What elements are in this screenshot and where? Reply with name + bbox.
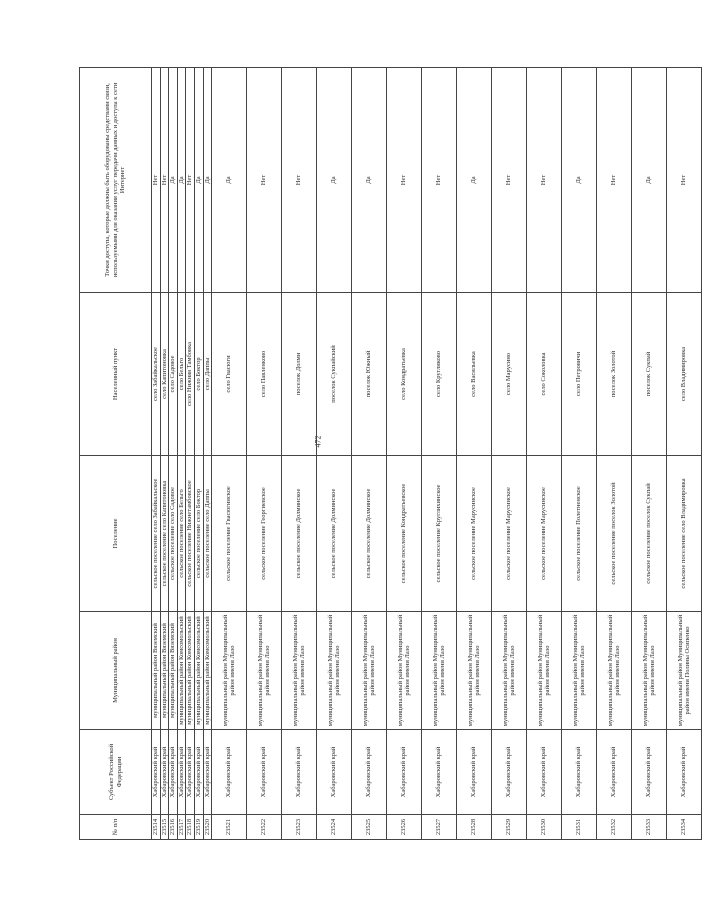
cell-district: муниципальный район Комсомольский — [177, 612, 186, 730]
cell-district: муниципальный район Муниципальный район имени Полины Осипенко — [667, 612, 702, 730]
cell-access: Да — [169, 68, 178, 293]
cell-access: Нет — [527, 68, 562, 293]
cell-district: муниципальный район Вяземский — [160, 612, 169, 730]
cell-locality: поселок Сукпай — [632, 293, 667, 456]
cell-locality: село Бельго — [177, 293, 186, 456]
cell-num: 23530 — [527, 815, 562, 840]
header-access: Точки доступа, которые должны быть оборудованы средствами связи, используемыми для оказания услуг передачи данных и доступа к сети Интернет — [80, 68, 152, 293]
table-row — [352, 68, 387, 840]
cell-access: Нет — [247, 68, 282, 293]
cell-locality: село Павленково — [247, 293, 282, 456]
cell-subject: Хабаровский край — [160, 730, 169, 815]
table-row — [492, 68, 527, 840]
cell-subject: Хабаровский край — [352, 730, 387, 815]
cell-locality: село Нижняя Тамбовка — [186, 293, 195, 456]
cell-settlement: сельское поселение Марусинское — [492, 456, 527, 612]
cell-subject: Хабаровский край — [177, 730, 186, 815]
cell-access: Да — [352, 68, 387, 293]
cell-settlement: сельское поселение село Даппы — [203, 456, 212, 612]
cell-num: 23526 — [387, 815, 422, 840]
table-row — [212, 68, 247, 840]
header-locality: Населенный пункт — [80, 293, 152, 456]
cell-num: 23525 — [352, 815, 387, 840]
cell-subject: Хабаровский край — [562, 730, 597, 815]
table-row — [387, 68, 422, 840]
cell-locality: село Гвасюги — [212, 293, 247, 456]
cell-subject: Хабаровский край — [203, 730, 212, 815]
table-row — [562, 68, 597, 840]
cell-district: муниципальный район Муниципальный район имени Лазо — [562, 612, 597, 730]
cell-district: муниципальный район Муниципальный район имени Лазо — [247, 612, 282, 730]
cell-district: муниципальный район Муниципальный район имени Лазо — [422, 612, 457, 730]
settlements-table — [79, 67, 702, 840]
cell-district: муниципальный район Муниципальный район имени Лазо — [282, 612, 317, 730]
cell-access: Да — [177, 68, 186, 293]
cell-access: Нет — [492, 68, 527, 293]
cell-subject: Хабаровский край — [317, 730, 352, 815]
cell-district: муниципальный район Муниципальный район имени Лазо — [527, 612, 562, 730]
table-row — [527, 68, 562, 840]
cell-district: муниципальный район Муниципальный район имени Лазо — [632, 612, 667, 730]
cell-subject: Хабаровский край — [152, 730, 161, 815]
cell-settlement: сельское поселение Полетненское — [562, 456, 597, 612]
cell-subject: Хабаровский край — [247, 730, 282, 815]
cell-settlement: сельское поселение село Садовое — [169, 456, 178, 612]
cell-subject: Хабаровский край — [387, 730, 422, 815]
header-settlement: Поселение — [80, 456, 152, 612]
cell-locality: поселок Долми — [282, 293, 317, 456]
header-subject: Субъект Российской Федерации — [80, 730, 152, 815]
cell-num: 23520 — [203, 815, 212, 840]
cell-locality: село Даппы — [203, 293, 212, 456]
cell-num: 23529 — [492, 815, 527, 840]
cell-locality: село Кондратьевка — [387, 293, 422, 456]
cell-district: муниципальный район Муниципальный район имени Лазо — [212, 612, 247, 730]
cell-subject: Хабаровский край — [186, 730, 195, 815]
cell-access: Да — [212, 68, 247, 293]
cell-access: Нет — [667, 68, 702, 293]
cell-locality: село Капитоновка — [160, 293, 169, 456]
cell-access: Да — [562, 68, 597, 293]
cell-settlement: сельское поселение Круглихинское — [422, 456, 457, 612]
cell-locality: село Марусино — [492, 293, 527, 456]
cell-subject: Хабаровский край — [194, 730, 203, 815]
table-row — [247, 68, 282, 840]
cell-district: муниципальный район Муниципальный район имени Лазо — [352, 612, 387, 730]
cell-subject: Хабаровский край — [282, 730, 317, 815]
cell-num: 23524 — [317, 815, 352, 840]
cell-settlement: сельское поселение село Забайкальское — [152, 456, 161, 612]
cell-num: 23532 — [597, 815, 632, 840]
cell-settlement: сельское поселение Марусинское — [457, 456, 492, 612]
header-num: № п/п — [80, 815, 152, 840]
cell-district: муниципальный район Муниципальный район имени Лазо — [317, 612, 352, 730]
table-row — [186, 68, 195, 840]
cell-num: 23528 — [457, 815, 492, 840]
cell-subject: Хабаровский край — [632, 730, 667, 815]
cell-settlement: сельское поселение село Бельго — [177, 456, 186, 612]
cell-num: 23523 — [282, 815, 317, 840]
page-number: 472 — [313, 435, 323, 448]
cell-locality: село Васильевка — [457, 293, 492, 456]
cell-locality: село Петровичи — [562, 293, 597, 456]
table-row — [667, 68, 702, 840]
cell-district: муниципальный район Муниципальный район имени Лазо — [492, 612, 527, 730]
table-row — [152, 68, 161, 840]
cell-num: 23517 — [177, 815, 186, 840]
cell-subject: Хабаровский край — [527, 730, 562, 815]
table-row — [160, 68, 169, 840]
cell-locality: поселок Южный — [352, 293, 387, 456]
cell-subject: Хабаровский край — [492, 730, 527, 815]
cell-num: 23515 — [160, 815, 169, 840]
cell-locality: поселок Золотой — [597, 293, 632, 456]
cell-subject: Хабаровский край — [212, 730, 247, 815]
cell-subject: Хабаровский край — [667, 730, 702, 815]
table-row — [203, 68, 212, 840]
cell-access: Да — [317, 68, 352, 293]
cell-access: Нет — [597, 68, 632, 293]
table-row — [317, 68, 352, 840]
table-row — [177, 68, 186, 840]
table-body — [152, 68, 702, 840]
cell-locality: поселок Сукпайский — [317, 293, 352, 456]
cell-subject: Хабаровский край — [597, 730, 632, 815]
cell-settlement: сельское поселение Георгиевское — [247, 456, 282, 612]
cell-num: 23522 — [247, 815, 282, 840]
cell-settlement: сельское поселение поселок Золотой — [597, 456, 632, 612]
cell-subject: Хабаровский край — [422, 730, 457, 815]
table-row — [169, 68, 178, 840]
cell-access: Нет — [422, 68, 457, 293]
cell-num: 23527 — [422, 815, 457, 840]
cell-num: 23534 — [667, 815, 702, 840]
cell-locality: село Владимировка — [667, 293, 702, 456]
cell-access: Да — [632, 68, 667, 293]
rotated-table-wrapper — [79, 68, 692, 840]
cell-locality: село Забайкальское — [152, 293, 161, 456]
table-row — [632, 68, 667, 840]
cell-district: муниципальный район Муниципальный район имени Лазо — [597, 612, 632, 730]
cell-settlement: сельское поселение поселок Сукпай — [632, 456, 667, 612]
cell-locality: село Кругликово — [422, 293, 457, 456]
cell-settlement: сельское поселение Кондратьевское — [387, 456, 422, 612]
cell-num: 23516 — [169, 815, 178, 840]
cell-district: муниципальный район Муниципальный район имени Лазо — [387, 612, 422, 730]
cell-district: муниципальный район Комсомольский — [203, 612, 212, 730]
cell-locality: село Боктор — [194, 293, 203, 456]
cell-subject: Хабаровский край — [169, 730, 178, 815]
cell-access: Нет — [282, 68, 317, 293]
table-row — [422, 68, 457, 840]
cell-locality: село Соколовка — [527, 293, 562, 456]
cell-settlement: сельское поселение Марусинское — [527, 456, 562, 612]
cell-access: Да — [457, 68, 492, 293]
cell-access: Нет — [160, 68, 169, 293]
cell-access: Нет — [387, 68, 422, 293]
cell-settlement: сельское поселение село Владимировка — [667, 456, 702, 612]
cell-num: 23514 — [152, 815, 161, 840]
cell-district: муниципальный район Вяземский — [152, 612, 161, 730]
cell-settlement: сельское поселение село Капитоновка — [160, 456, 169, 612]
cell-num: 23519 — [194, 815, 203, 840]
table-row — [194, 68, 203, 840]
cell-settlement: сельское поселение село Боктор — [194, 456, 203, 612]
table-row — [457, 68, 492, 840]
cell-settlement: сельское поселение Долминское — [282, 456, 317, 612]
cell-access: Да — [194, 68, 203, 293]
cell-locality: село Садовое — [169, 293, 178, 456]
cell-district: муниципальный район Комсомольский — [186, 612, 195, 730]
cell-subject: Хабаровский край — [457, 730, 492, 815]
header-district: Муниципальный район — [80, 612, 152, 730]
cell-district: муниципальный район Комсомольский — [194, 612, 203, 730]
cell-num: 23533 — [632, 815, 667, 840]
table-header-row — [80, 68, 152, 840]
cell-access: Нет — [186, 68, 195, 293]
cell-access: Нет — [152, 68, 161, 293]
cell-settlement: сельское поселение Долминское — [317, 456, 352, 612]
cell-settlement: сельское поселение Нижнетамбовское — [186, 456, 195, 612]
cell-settlement: сельское поселение Долминское — [352, 456, 387, 612]
table-row — [597, 68, 632, 840]
cell-access: Да — [203, 68, 212, 293]
cell-district: муниципальный район Вяземский — [169, 612, 178, 730]
cell-num: 23531 — [562, 815, 597, 840]
cell-num: 23521 — [212, 815, 247, 840]
cell-num: 23518 — [186, 815, 195, 840]
table-row — [282, 68, 317, 840]
cell-settlement: сельское поселение Гвасюгинское — [212, 456, 247, 612]
cell-district: муниципальный район Муниципальный район имени Лазо — [457, 612, 492, 730]
